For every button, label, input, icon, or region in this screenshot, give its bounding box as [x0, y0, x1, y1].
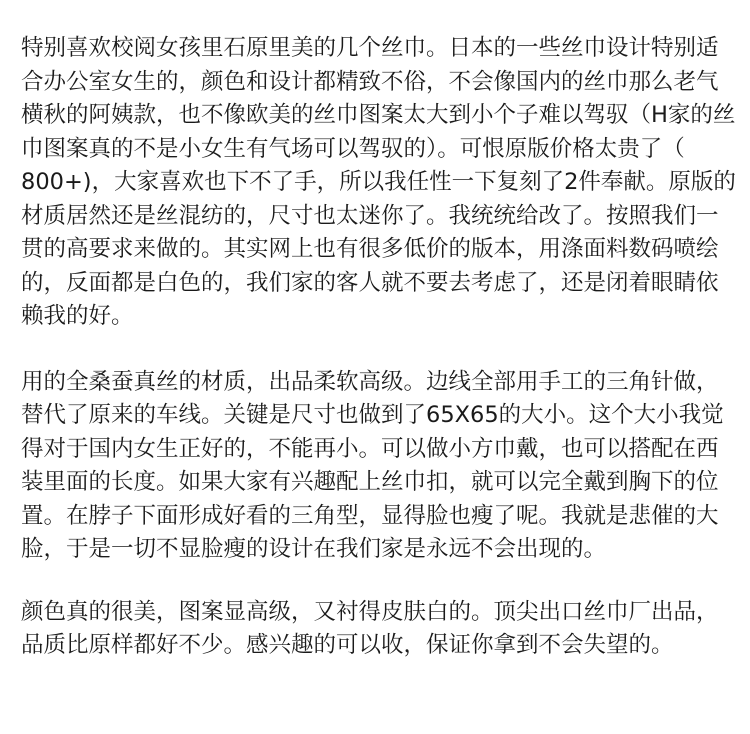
text-line: 赖我的好。 — [21, 303, 134, 329]
text-line: 材质居然还是丝混纺的，尺寸也太迷你了。我统统给改了。按照我们一 — [21, 203, 719, 229]
text-line: 置。在脖子下面形成好看的三角型，显得脸也瘦了呢。我就是悲催的大 — [21, 503, 719, 529]
text-line: 合办公室女生的，颜色和设计都精致不俗，不会像国内的丝巾那么老气 — [21, 69, 719, 95]
text-line: 装里面的长度。如果大家有兴趣配上丝巾扣，就可以完全戴到胸下的位 — [21, 469, 719, 495]
text-line: 横秋的阿姨款，也不像欧美的丝巾图案太大到小个子难以驾驭（H家的丝 — [21, 102, 736, 128]
text-line: 用的全桑蚕真丝的材质，出品柔软高级。边线全部用手工的三角针做， — [21, 369, 719, 395]
text-line: 得对于国内女生正好的，不能再小。可以做小方巾戴，也可以搭配在西 — [21, 436, 719, 462]
text-line: 替代了原来的车线。关键是尺寸也做到了65X65的大小。这个大小我觉 — [21, 402, 724, 428]
text-line: 巾图案真的不是小女生有气场可以驾驭的）。可恨原版价格太贵了（ — [21, 136, 685, 162]
text-line: 特别喜欢校阅女孩里石原里美的几个丝巾。日本的一些丝巾设计特别适 — [21, 35, 719, 61]
text-line: 的，反面都是白色的，我们家的客人就不要去考虑了，还是闭着眼睛依 — [21, 270, 719, 296]
text-line: 脸，于是一切不显脸瘦的设计在我们家是永远不会出现的。 — [21, 536, 607, 562]
text-line: 品质比原样都好不少。感兴趣的可以收，保证你拿到不会失望的。 — [21, 632, 674, 658]
text-line: 800+)，大家喜欢也下不了手，所以我任性一下复刻了2件奉献。原版的 — [21, 169, 736, 195]
text-line: 颜色真的很美，图案显高级，又衬得皮肤白的。顶尖出口丝巾厂出品， — [21, 599, 719, 625]
text-line: 贯的高要求来做的。其实网上也有很多低价的版本，用涤面料数码喷绘 — [21, 236, 719, 262]
